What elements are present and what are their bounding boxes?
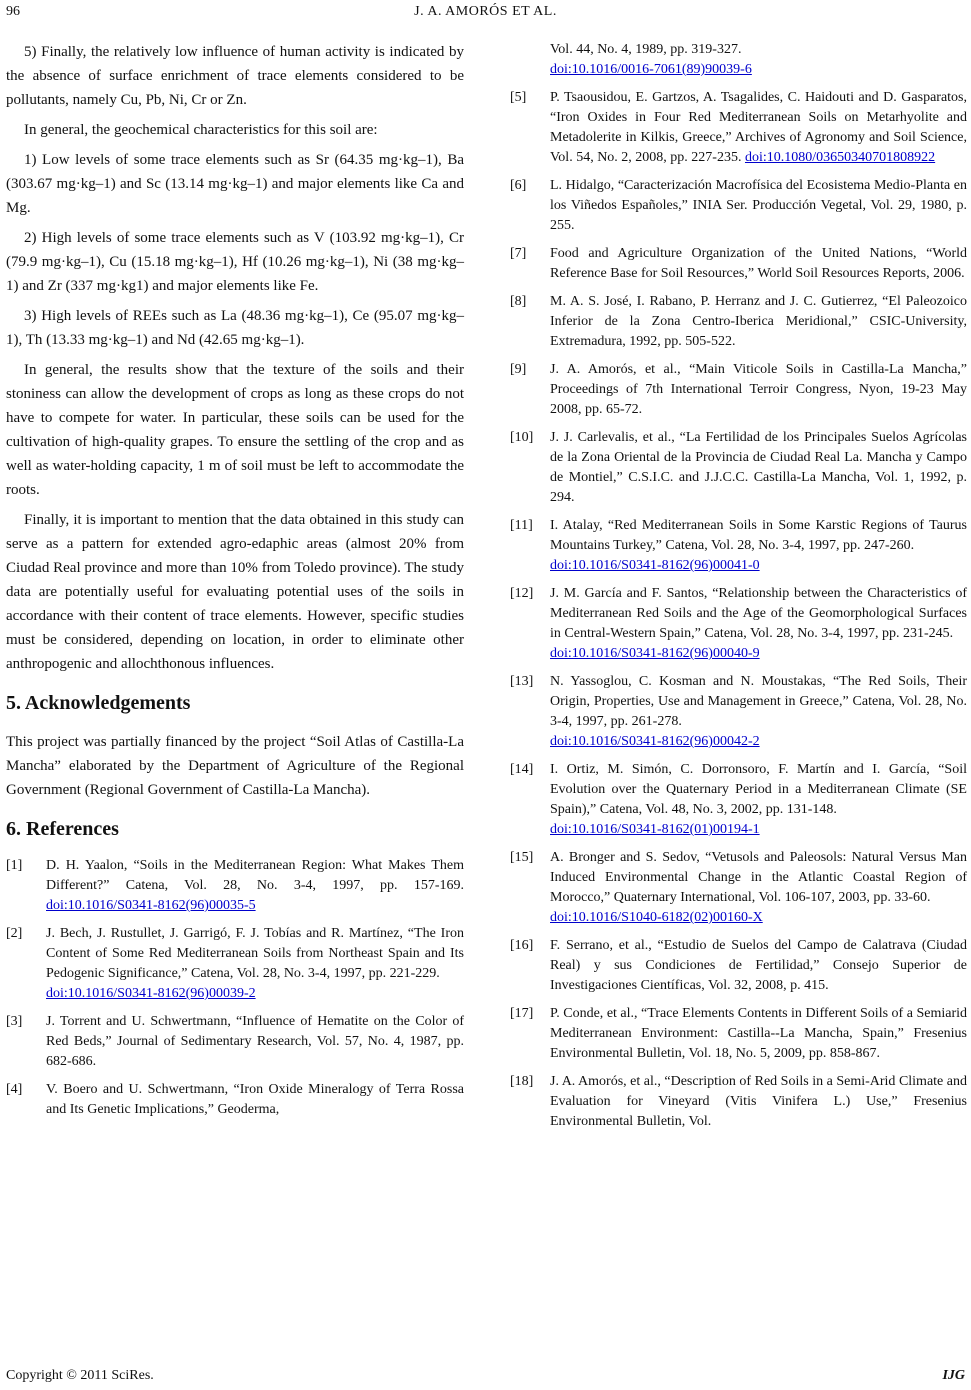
paragraph: 5) Finally, the relatively low influence of human activity is indicated by the absence of surface enrichment of trace elements considered to be pollutants, namely Cu, Pb, Ni, Cr or Zn. [6,44,464,108]
doi-link[interactable]: doi:10.1080/03650340701808922 [744,150,936,165]
reference-item: [3] J. Torrent and U. Schwertmann, “Influence of Hematite on the Color of Red Beds,” Journal of Sedimentary Research, Vol. 57, No. 4, 1987, pp. 682-686. [6,1014,464,1069]
acknowledgements-text: This project was partially financed by the project “Soil Atlas of Castilla-La Mancha” elaborated by the Department of Agriculture of the Regional Government (Regional Government of Castilla-La Mancha). [6,734,464,798]
reference-item: [13] N. Yassoglou, C. Kosman and N. Moustakas, “The Red Soils, Their Origin, Properties, Use and Management in Greece,” Catena, Vol. 28, No. 3-4, 1997, pp. 261-278. doi:10.1016/S0341-8162(96)00042-2 [510,674,967,749]
section-heading-references: 6. References [6,818,119,840]
reference-item: [7] Food and Agriculture Organization of the United Nations, “World Reference Base for Soil Resources,” World Soil Resources Reports, 2006. [510,246,967,281]
reference-item: [9] J. A. Amorós, et al., “Main Viticole Soils in Castilla-La Mancha,” Proceedings of 7th International Terroir Congress, Nyon, 19-23 May 2008, pp. 65-72. [510,362,967,417]
reference-item: [5] P. Tsaousidou, E. Gartzos, A. Tsagalides, C. Haidouti and D. Gasparatos, “Iron Oxides in Four Red Mediterranean Soils on Metarhyolite and Metadolerite in Kilkis, Greece,” Archives of Agronomy and Soil Science, Vol. 54, No. 2, 2008, pp. 227-235. doi:10.1080/03650340701808922 [510,90,967,165]
doi-link[interactable]: doi:10.1016/0016-7061(89)90039-6 [550,62,752,77]
copyright-notice: Copyright © 2011 SciRes. [6,1368,154,1383]
reference-item: [14] I. Ortiz, M. Simón, C. Dorronsoro, F. Martín and I. García, “Soil Evolution over the Quaternary Period in a Mediterranean Climate (SE Spain),” Catena, Vol. 48, No. 3, 2002, pp. 131-148. doi:10.1016/S0341-8162(01)00194-1 [510,762,967,837]
paragraph: 2) High levels of some trace elements such as V (103.92 mg·kg–1), Cr (79.9 mg·kg–1), Cu (15.18 mg·kg–1), Hf (10.26 mg·kg–1), Ni (38 mg·kg–1) and Zr (337 mg·kg1) and major elements like Fe. [6,230,464,294]
right-column [510,40,967,1140]
reference-item: [10] J. J. Carlevalis, et al., “La Fertilidad de los Principales Suelos Agrícolas de la Zona Oriental de la Provincia de Ciudad Real La. Mancha y Campo de Montiel,” C.S.I.C. and J.J.C.C. Castilla-La Mancha, Vol. 1, 1992, p. 294. [510,430,967,505]
paragraph: In general, the geochemical characteristics for this soil are: [24,122,378,138]
paragraph: In general, the results show that the texture of the soils and their stoniness can allow the development of crops as long as these crops do not have to compete for water. In particular, these soils can be used for the cultivation of high-quality grapes. To ensure the settling of the crop and as well as water-holding capacity, 1 m of soil must be left to accommodate the roots. [6,362,464,498]
left-column [6,40,464,1128]
reference-item: [11] I. Atalay, “Red Mediterranean Soils in Some Karstic Regions of Taurus Mountains Turkey,” Catena, Vol. 28, No. 3-4, 1997, pp. 247-260. doi:10.1016/S0341-8162(96)00041-0 [510,518,967,573]
doi-link[interactable]: doi:10.1016/S0341-8162(01)00194-1 [550,822,760,837]
reference-item: [1] D. H. Yaalon, “Soils in the Mediterranean Region: What Makes Them Different?” Catena, Vol. 28, No. 3-4, 1997, pp. 157-169. doi:10.1016/S0341-8162(96)00035-5 [6,858,464,913]
running-title: J. A. AMORÓS ET AL. [414,4,557,19]
reference-continuation: Vol. 44, No. 4, 1989, pp. 319-327. doi:10.1016/0016-7061(89)90039-6 [550,42,752,77]
doi-link[interactable]: doi:10.1016/S0341-8162(96)00041-0 [550,558,760,573]
doi-link[interactable]: doi:10.1016/S1040-6182(02)00160-X [550,910,763,925]
doi-link[interactable]: doi:10.1016/S0341-8162(96)00042-2 [550,734,760,749]
reference-item: [8] M. A. S. José, I. Rabano, P. Herranz and J. C. Gutierrez, “El Paleozoico Inferior de la Zona Centro-Iberica Meridional,” CSIC-University, Extremadura, 1992, pp. 505-522. [510,294,967,349]
doi-link[interactable]: doi:10.1016/S0341-8162(96)00035-5 [46,898,256,913]
journal-abbreviation: IJG [942,1368,965,1383]
reference-item: [18] J. A. Amorós, et al., “Description of Red Soils in a Semi-Arid Climate and Evaluation for Vineyard (Vitis Vinifera L.) Use,” Fresenius Environmental Bulletin, Vol. [510,1074,967,1129]
reference-item: [2] J. Bech, J. Rustullet, J. Garrigó, F. J. Tobías and R. Martínez, “The Iron Content of Some Red Mediterranean Soils from Northeast Spain and Its Pedogenic Significance,” Catena, Vol. 28, No. 3-4, 1997, pp. 221-229. doi:10.1016/S0341-8162(96)00039-2 [6,926,464,1001]
section-heading-acknowledgements: 5. Acknowledgements [6,692,191,714]
reference-item: [12] J. M. García and F. Santos, “Relationship between the Characteristics of Mediterranean Red Soils and the Age of the Geomorphological Surfaces in Central-Western Spain,” Catena, Vol. 28, No. 3-4, 1997, pp. 231-245. doi:10.1016/S0341-8162(96)00040-9 [510,586,967,661]
reference-item: [15] A. Bronger and S. Sedov, “Vetusols and Paleosols: Natural Versus Man Induced Environmental Change in the Atlantic Coastal Region of Morocco,” Quaternary International, Vol. 106-107, 2003, pp. 33-60. doi:10.1016/S1040-6182(02)00160-X [510,850,967,925]
paragraph: Finally, it is important to mention that the data obtained in this study can serve as a pattern for extended agro-edaphic areas (almost 20% from Ciudad Real province and more than 10% from Toledo province). The study data are potentially useful for evaluating potential uses of the soils in accordance with their content of trace elements. However, specific studies must be considered, depending on location, in order to eliminate other anthropogenic and allochthonous influences. [6,512,464,672]
paragraph: 1) Low levels of some trace elements such as Sr (64.35 mg·kg–1), Ba (303.67 mg·kg–1) and Sc (13.14 mg·kg–1) and major elements like Ca and Mg. [6,152,464,216]
doi-link[interactable]: doi:10.1016/S0341-8162(96)00039-2 [46,986,256,1001]
page-header [0,4,971,24]
paragraph: 3) High levels of REEs such as La (48.36 mg·kg–1), Ce (95.07 mg·kg–1), Th (13.33 mg·kg–1) and Nd (42.65 mg·kg–1). [6,308,464,348]
reference-item: [4] V. Boero and U. Schwertmann, “Iron Oxide Mineralogy of Terra Rossa and Its Genetic Implications,” Geoderma, [6,1082,464,1117]
page-number: 96 [6,4,20,19]
reference-item: [16] F. Serrano, et al., “Estudio de Suelos del Campo de Calatrava (Ciudad Real) y sus Condiciones de Fertilidad,” Consejo Superior de Investigaciones Científicas, Vol. 32, 2008, p. 415. [510,938,967,993]
reference-item: [17] P. Conde, et al., “Trace Elements Contents in Different Soils of a Semiarid Mediterranean Environment: Castilla--La Mancha, Spain,” Fresenius Environmental Bulletin, Vol. 18, No. 5, 2009, pp. 858-867. [510,1006,967,1061]
reference-item: [6] L. Hidalgo, “Caracterización Macrofísica del Ecosistema Medio-Planta en los Viñedos Españoles,” INIA Ser. Producción Vegetal, Vol. 29, 1980, p. 255. [510,178,967,233]
doi-link[interactable]: doi:10.1016/S0341-8162(96)00040-9 [550,646,760,661]
